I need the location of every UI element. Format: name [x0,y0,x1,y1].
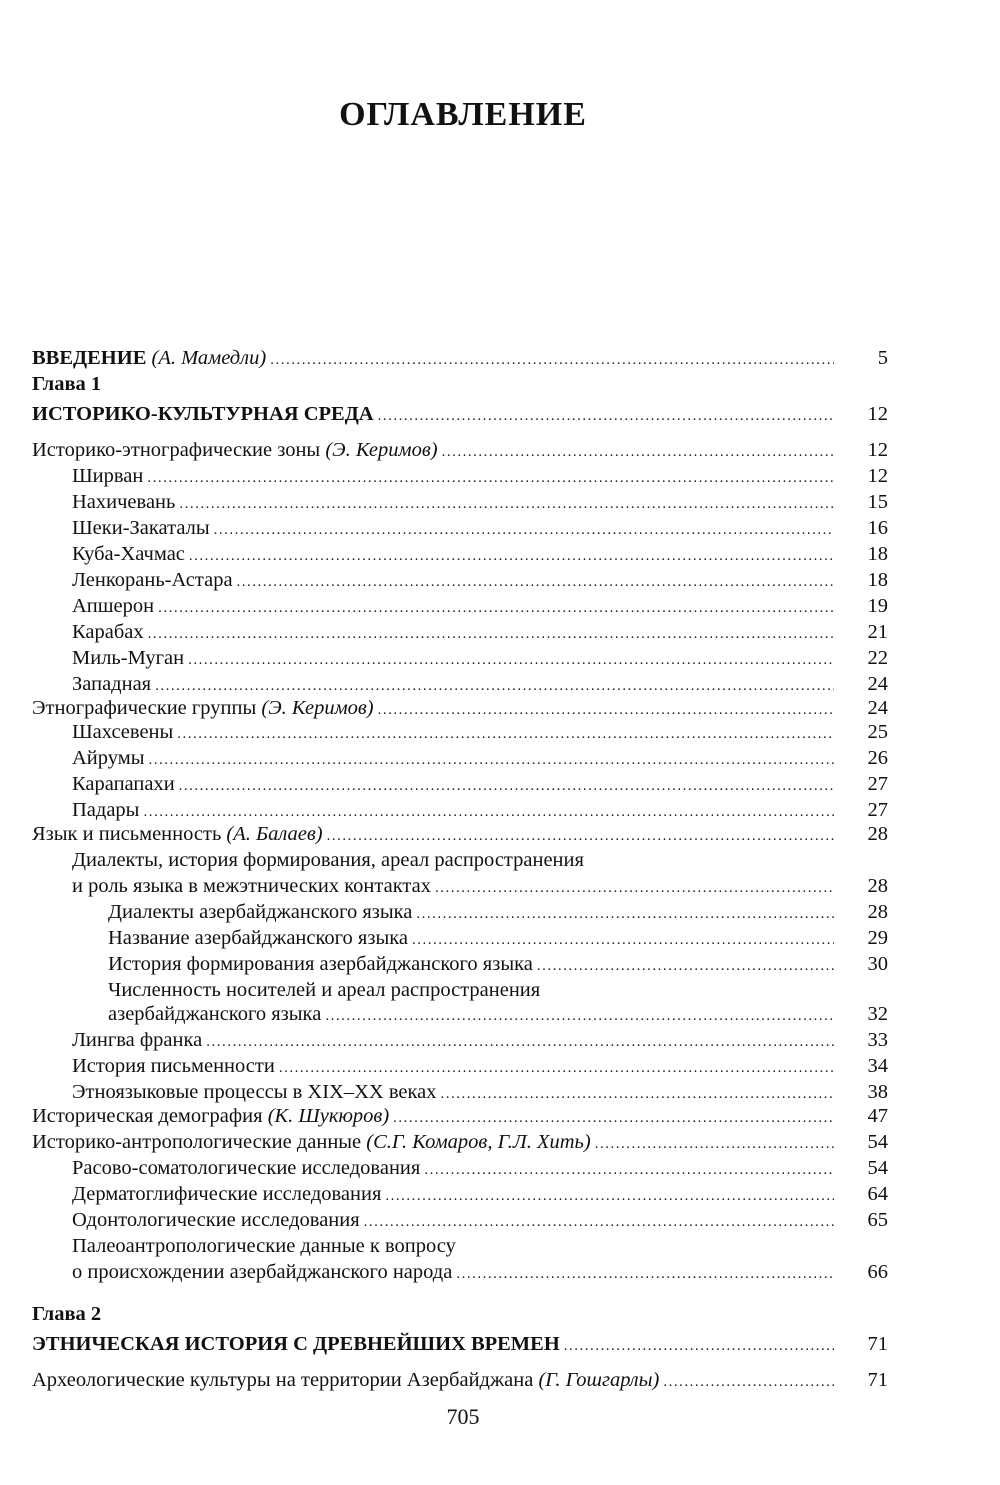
toc-entry-page: 27 [867,799,888,821]
chapter-1-heading: ИСТОРИКО-КУЛЬТУРНАЯ СРЕДА [32,403,374,425]
toc-entry-text: Западная [72,673,152,695]
demography-title: Историческая демография [32,1105,263,1127]
toc-entry-page: 29 [867,927,888,949]
toc-entry-page: 21 [867,621,888,643]
toc-entry[interactable] [72,464,888,490]
toc-entry-zones[interactable] [32,438,888,464]
zones-title: Историко-этнографические зоны [32,439,321,461]
toc-entry-demography[interactable] [32,1104,888,1130]
demography-page: 47 [867,1105,888,1127]
toc-entry-text: Дерматоглифические исследования [72,1183,382,1205]
toc-entry[interactable] [72,798,888,824]
chapter-2-label: Глава 2 [32,1303,102,1325]
groups-author: (Э. Керимов) [261,697,374,719]
toc-entry-text: Ленкорань-Астара [72,569,233,591]
toc-entry-dialects[interactable] [72,874,888,900]
toc-entry-text: История формирования азербайджанского языка [108,953,533,975]
toc-entry[interactable] [72,490,888,516]
toc-entry-page: 26 [867,747,888,769]
zones-page: 12 [867,439,888,461]
toc-entry-text: История письменности [72,1055,275,1077]
toc-entry-text: Айрумы [72,747,145,769]
toc-entry-page: 64 [867,1183,888,1205]
toc-entry-archaeology[interactable] [32,1368,888,1394]
toc-entry-language[interactable] [32,822,888,848]
toc-entry-page: 24 [867,673,888,695]
archaeology-page: 71 [867,1369,888,1391]
toc-entry[interactable] [72,1208,888,1234]
toc-entry-text: Расово-соматологические исследования [72,1157,421,1179]
dialects-line-1: Диалекты, история формирования, ареал распространения [72,849,584,871]
toc-entry-page: 38 [867,1081,888,1103]
toc-entry-text: Миль-Муган [72,647,185,669]
chapter-2-heading: ЭТНИЧЕСКАЯ ИСТОРИЯ С ДРЕВНЕЙШИХ ВРЕМЕН [32,1333,560,1355]
toc-entry-paleo[interactable] [72,1260,888,1286]
language-title: Язык и письменность [32,823,222,845]
toc-entry-text: Этноязыковые процессы в XIX–XX веках [72,1081,437,1103]
toc-entry-page: 54 [867,1157,888,1179]
toc-entry-page: 65 [867,1209,888,1231]
groups-page: 24 [867,697,888,719]
demography-author: (К. Шукюров) [267,1105,390,1127]
toc-entry[interactable] [72,772,888,798]
toc-entry[interactable] [72,620,888,646]
archaeology-title: Археологические культуры на территории Азербайджана [32,1369,534,1391]
toc-entry[interactable] [72,1028,888,1054]
toc-entry-page: 25 [867,721,888,743]
language-page: 28 [867,823,888,845]
toc-entry[interactable] [72,568,888,594]
chapter-1-heading-page: 12 [867,403,888,425]
intro-label: ВВЕДЕНИЕ [32,347,147,369]
toc-entry[interactable] [72,672,888,698]
toc-entry[interactable] [72,746,888,772]
toc-entry-page: 34 [867,1055,888,1077]
toc-entry[interactable] [72,1080,888,1106]
toc-entry-text: Шахсевены [72,721,174,743]
toc-entry-text: Куба-Хачмас [72,543,185,565]
toc-entry-page: 15 [867,491,888,513]
toc-entry-speakers[interactable] [108,1002,888,1028]
speakers-line-2: азербайджанского языка [108,1003,322,1025]
toc-entry-text: Карапапахи [72,773,175,795]
toc-entry-text: Название азербайджанского языка [108,927,408,949]
toc-entry[interactable] [72,1182,888,1208]
page-number: 705 [446,1404,480,1429]
groups-title: Этнографические группы [32,697,257,719]
paleo-page: 66 [867,1261,888,1283]
paleo-line-1: Палеоантропологические данные к вопросу [72,1235,456,1257]
toc-entry-text: Одонтологические исследования [72,1209,360,1231]
toc-entry-anthropology[interactable] [32,1130,888,1156]
toc-chapter-1-heading[interactable] [32,402,888,428]
toc-chapter-2-heading[interactable] [32,1332,888,1358]
toc-entry-text: Падары [72,799,140,821]
archaeology-author: (Г. Гошгарлы) [538,1369,660,1391]
toc-entry[interactable] [72,542,888,568]
toc-entry[interactable] [72,594,888,620]
language-author: (А. Балаев) [226,823,323,845]
page-title: ОГЛАВЛЕНИЕ [339,96,587,133]
toc-entry-groups[interactable] [32,696,888,722]
toc-entry-page: 30 [867,953,888,975]
toc-entry-text: Ширван [72,465,144,487]
speakers-page: 32 [867,1003,888,1025]
chapter-1-label: Глава 1 [32,373,102,395]
toc-entry-intro[interactable] [32,346,888,372]
anthropology-page: 54 [867,1131,888,1153]
toc-entry[interactable] [108,926,888,952]
toc-entry-page: 18 [867,569,888,591]
zones-author: (Э. Керимов) [325,439,438,461]
anthropology-title: Историко-антропологические данные [32,1131,362,1153]
toc-entry-page: 19 [867,595,888,617]
dialects-page: 28 [867,875,888,897]
toc-entry-page: 27 [867,773,888,795]
chapter-2-heading-page: 71 [867,1333,888,1355]
toc-entry-page: 22 [867,647,888,669]
toc-entry[interactable] [72,646,888,672]
anthropology-author: (С.Г. Комаров, Г.Л. Хить) [366,1131,591,1153]
toc-entry-text: Карабах [72,621,144,643]
toc-entry[interactable] [108,900,888,926]
dialects-line-2: и роль языка в межэтнических контактах [72,875,431,897]
toc-entry-page: 28 [867,901,888,923]
speakers-line-1: Численность носителей и ареал распространения [108,979,541,1001]
toc-entry-text: Нахичевань [72,491,176,513]
intro-page: 5 [877,347,888,369]
toc-entry-page: 16 [867,517,888,539]
toc-entry[interactable] [72,1156,888,1182]
toc-entry-text: Диалекты азербайджанского языка [108,901,413,923]
toc-entry[interactable] [72,720,888,746]
toc-entry-page: 18 [867,543,888,565]
paleo-line-2: о происхождении азербайджанского народа [72,1261,453,1283]
toc-entry[interactable] [72,1054,888,1080]
intro-author: (А. Мамедли) [151,347,267,369]
toc-entry[interactable] [72,516,888,542]
toc-entry-text: Шеки-Закаталы [72,517,210,539]
toc-entry-page: 33 [867,1029,888,1051]
toc-entry-text: Апшерон [72,595,155,617]
toc-entry[interactable] [108,952,888,978]
toc-entry-page: 12 [867,465,888,487]
toc-entry-text: Лингва франка [72,1029,203,1051]
